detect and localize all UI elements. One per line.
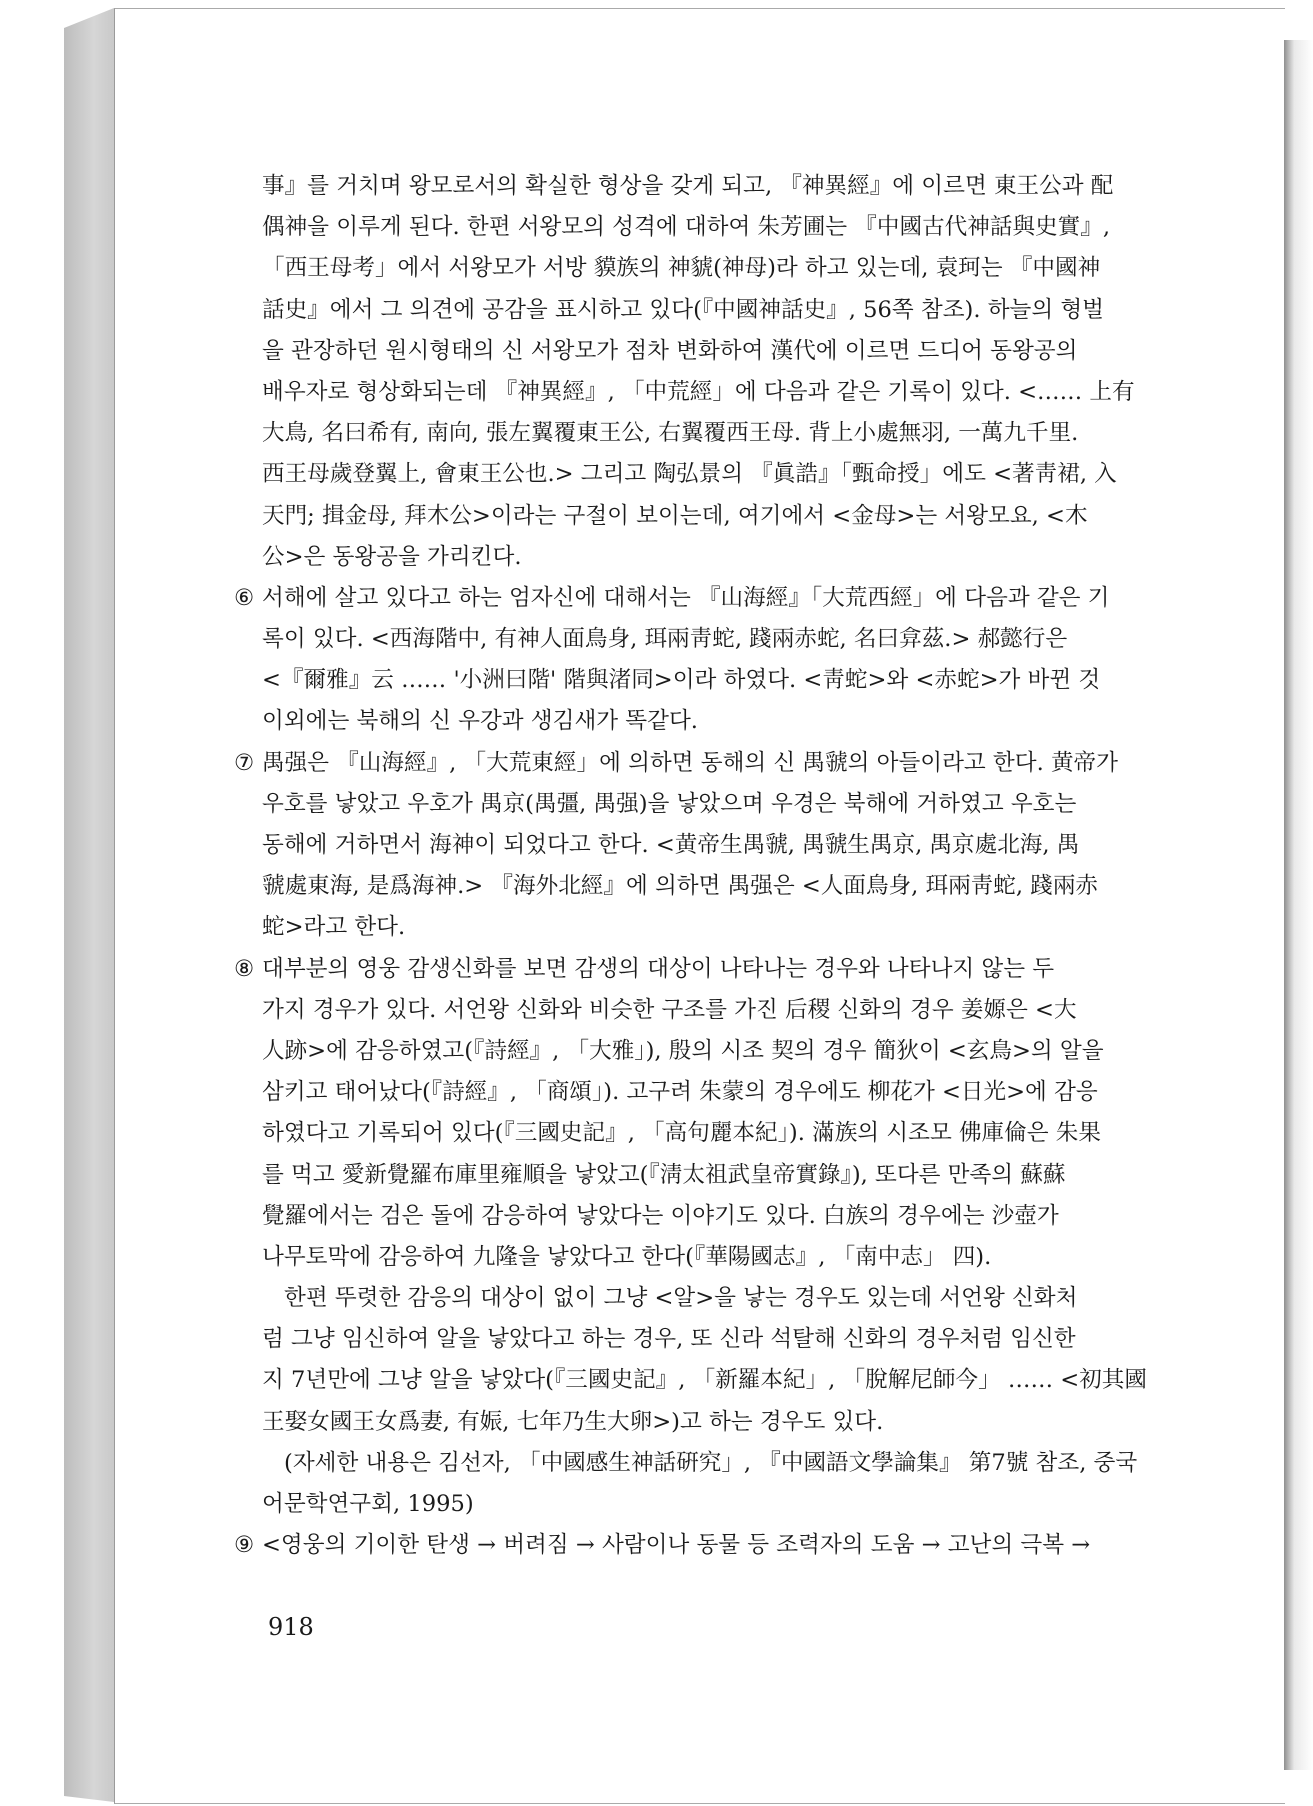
note-6-marker: ⑥ [234,584,255,611]
text-line: 偶神을 이루게 된다. 한편 서왕모의 성격에 대하여 朱芳圃는 『中國古代神話與史實』, [262,214,1111,241]
note-8-line: 나무토막에 감응하여 九隆을 낳았다고 한다(『華陽國志』, 「南中志」 四). [262,1243,992,1270]
note-6-line: <『爾雅』云 …… '小洲曰階' 階與渚同>이라 하였다. <靑蛇>와 <赤蛇>가 바뀐 것 [262,667,1101,694]
note-8-text: 대부분의 영웅 감생신화를 보면 감생의 대상이 나타나는 경우와 나타나지 않는 두 [262,955,1055,982]
text-line: 「西王母考」에서 서왕모가 서방 貘族의 神䝞(神母)라 하고 있는데, 袁珂는 『中國神 [262,255,1101,282]
note-8-line: 삼키고 태어났다(『詩經』, 「商頌」). 고구려 朱蒙의 경우에도 柳花가 <日光>에 감응 [262,1079,1098,1106]
text-line: 公>은 동왕공을 가리킨다. [262,543,522,570]
note-9-line [234,1525,1162,1566]
note-7-line: 우호를 낳았고 우호가 禺京(禺彊, 禺强)을 낳았으며 우경은 북해에 거하였고 우호는 [262,790,1077,817]
note-8-line: 가지 경우가 있다. 서언왕 신화와 비슷한 구조를 가진 后稷 신화의 경우 姜嫄은 <大 [262,996,1077,1023]
note-6-text: 서해에 살고 있다고 하는 엄자신에 대해서는 『山海經』「大荒西經」에 다음과 같은 기 [262,584,1110,611]
text-line: 話史』에서 그 의견에 공감을 표시하고 있다(『中國神話史』, 56쪽 참조). 하늘의 형벌 [262,296,1105,323]
note-7-text: 禺强은 『山海經』, 「大荒東經」에 의하면 동해의 신 禺虢의 아들이라고 한다. 黄帝가 [262,749,1118,776]
book-spine [64,8,114,1802]
note-8-para2-line: 한편 뚜렷한 감응의 대상이 없이 그냥 <알>을 낳는 경우도 있는데 서언왕 신화처 [284,1285,1078,1312]
note-6-line: 록이 있다. <西海階中, 有神人面鳥身, 珥兩靑蛇, 踐兩赤蛇, 名曰弇茲.> 郝懿行은 [262,626,1068,653]
note-7-line [234,743,1162,784]
note-9-marker: ⑨ [234,1532,255,1559]
text-line: 事』를 거치며 왕모로서의 확실한 형상을 갖게 되고, 『神異經』에 이르면 東王公과 配 [262,173,1114,199]
text-line: 배우자로 형상화되는데 『神異經』, 「中荒經」에 다음과 같은 기록이 있다. <…… 上有 [262,378,1135,405]
note-7-line: 蛇>라고 한다. [262,914,406,941]
page-edge-shadow [1284,40,1313,1770]
note-8-para2-line: 럼 그냥 임신하여 알을 낳았다고 하는 경우, 또 신라 석탈해 신화의 경우처럼 임신한 [262,1326,1076,1353]
note-6-line [234,578,1162,619]
note-8-line: 覺羅에서는 검은 돌에 감응하여 낳았다는 이야기도 있다. 白族의 경우에는 沙壺가 [262,1202,1059,1229]
text-line: 天門; 揖金母, 拜木公>이라는 구절이 보이는데, 여기에서 <金母>는 서왕모요, <木 [262,502,1088,529]
note-8-reference: 어문학연구회, 1995) [262,1491,474,1517]
note-8-line: 하였다고 기록되어 있다(『三國史記』, 「高句麗本紀」). 滿族의 시조모 佛庫倫은 朱果 [262,1120,1101,1147]
note-7-line: 동해에 거하면서 海神이 되었다고 한다. <黄帝生禺虢, 禺虢生禺京, 禺京處北海, 禺 [262,832,1080,858]
page-number: 918 [268,1613,314,1641]
text-line: 大鳥, 名曰希有, 南向, 張左翼覆東王公, 右翼覆西王母. 背上小處無羽, 一萬九千里. [262,420,1079,447]
note-7-marker: ⑦ [234,749,255,776]
note-6-line: 이외에는 북해의 신 우강과 생김새가 똑같다. [262,708,698,735]
note-8-line [234,949,1162,990]
note-8-para2-line: 王娶女國王女爲妻, 有娠, 七年乃生大卵>)고 하는 경우도 있다. [262,1408,884,1435]
note-8-marker: ⑧ [234,955,255,982]
text-line: 을 관장하던 원시형태의 신 서왕모가 점차 변화하여 漢代에 이르면 드디어 동왕공의 [262,337,1078,364]
text-line: 西王母歲登翼上, 會東王公也.> 그리고 陶弘景의 『眞誥』「甄命授」에도 <著靑裙, 入 [262,461,1117,488]
note-8-para2-line: 지 7년만에 그냥 알을 낳았다(『三國史記』, 「新羅本紀」, 「脫解尼師今」 …… <初其國 [262,1367,1147,1394]
note-8-line: 人跡>에 감응하였고(『詩經』, 「大雅」), 殷의 시조 契의 경우 簡狄이 <玄鳥>의 알을 [262,1037,1104,1064]
note-9-text: <영웅의 기이한 탄생 → 버려짐 → 사람이나 동물 등 조력자의 도움 → 고난의 극복 → [262,1532,1091,1559]
page-text-body [234,166,1162,1566]
note-7-line: 虢處東海, 是爲海神.> 『海外北經』에 의하면 禺强은 <人面鳥身, 珥兩靑蛇, 踐兩赤 [262,873,1099,900]
note-8-reference: (자세한 내용은 김선자, 「中國感生神話硏究」, 『中國語文學論集』 第7號 참조, 중국 [284,1449,1138,1476]
note-8-line: 를 먹고 愛新覺羅布庫里雍順을 낳았고(『淸太祖武皇帝實錄』), 또다른 만족의 蘇蘇 [262,1161,1066,1188]
